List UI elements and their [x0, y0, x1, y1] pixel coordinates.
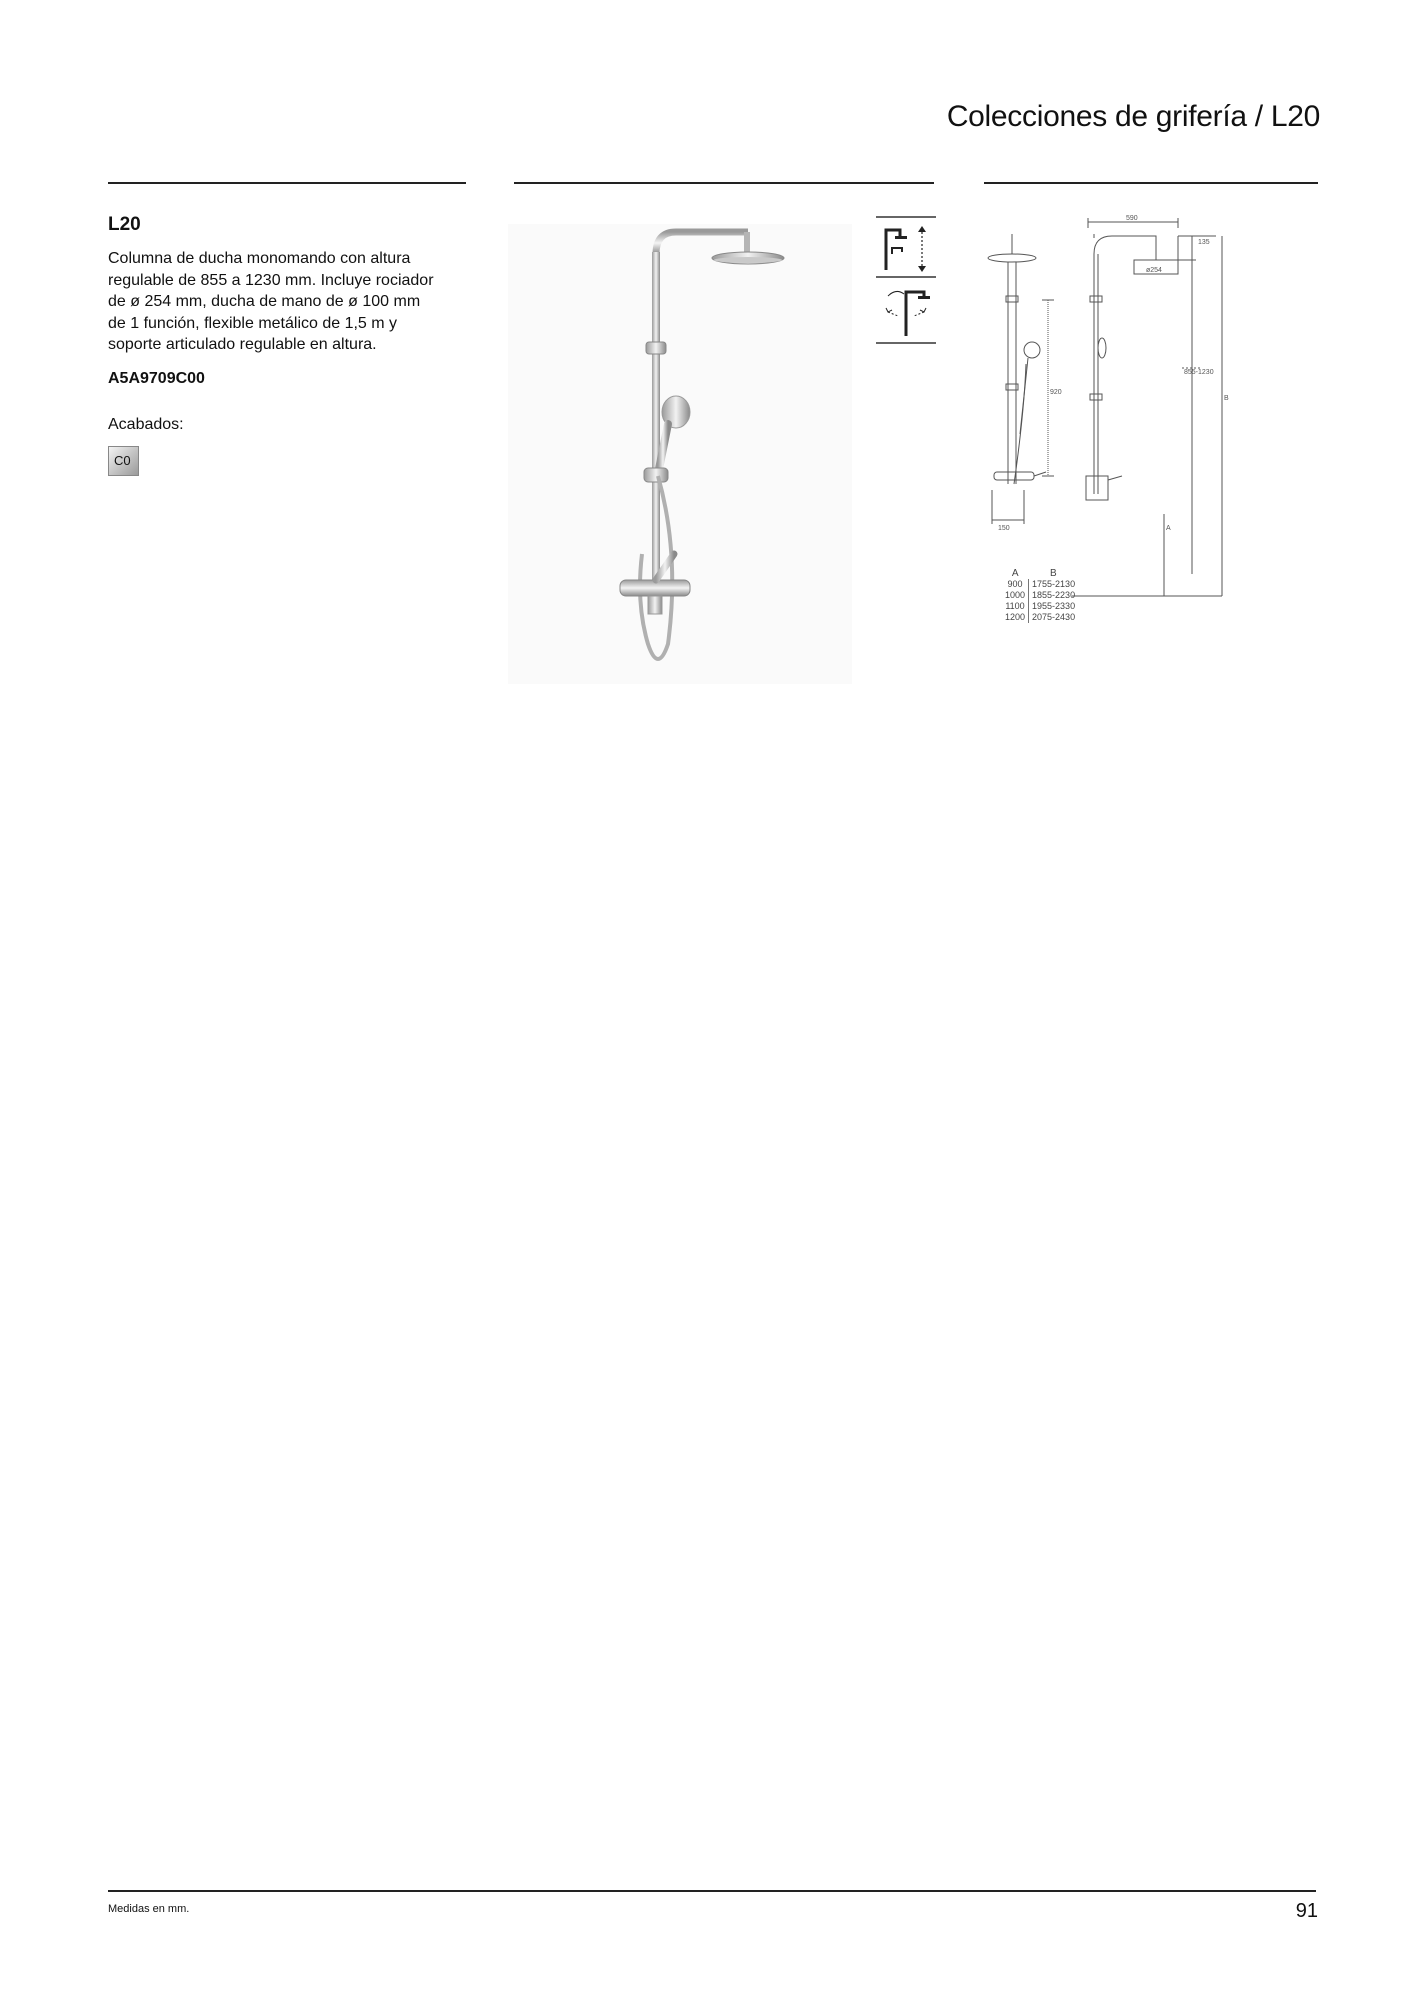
product-description — [108, 248, 468, 356]
page-title: Colecciones de grifería / L20 — [946, 100, 1320, 133]
table-cell: 2075-2430 — [1032, 612, 1076, 622]
dimension-table-header-b: B — [1049, 568, 1057, 579]
dim-a-label: A — [1166, 525, 1171, 532]
dimension-table-header-a: A — [1011, 568, 1019, 579]
dimension-table — [1002, 568, 1078, 623]
column-rule-middle — [514, 182, 934, 184]
finishes-label: Acabados: — [108, 416, 184, 433]
height-adjustable-icon — [876, 216, 936, 278]
table-row — [1002, 590, 1078, 601]
table-cell: 1955-2330 — [1032, 601, 1076, 611]
shower-column-photo — [508, 224, 852, 684]
swivel-shower-head-icon — [876, 282, 936, 344]
footer-note: Medidas en mm. — [108, 1903, 190, 1915]
footer-rule — [108, 1890, 1316, 1892]
dim-head-diameter: ø254 — [1146, 267, 1162, 274]
description-line: de 1 función, flexible metálico de 1,5 m y — [108, 314, 398, 332]
table-row — [1002, 579, 1078, 590]
description-line: de ø 254 mm, ducha de mano de ø 100 mm — [108, 293, 421, 310]
dim-b-label: B — [1224, 395, 1229, 402]
column-rule-right — [984, 182, 1318, 184]
description-line: soporte articulado regulable en altura. — [108, 336, 377, 353]
dim-rail: 920 — [1050, 389, 1062, 396]
table-cell: 1855-2230 — [1032, 590, 1076, 600]
dim-wall-offset: 150 — [998, 525, 1010, 532]
description-line: Columna de ducha monomando con altura — [108, 250, 411, 267]
table-row — [1002, 601, 1078, 612]
page-number: 91 — [1295, 1900, 1318, 1922]
table-cell: 1755-2130 — [1032, 579, 1076, 589]
dim-width-top: 590 — [1126, 215, 1138, 222]
dim-head-drop: 135 — [1198, 239, 1210, 246]
product-reference: A5A9709C00 — [108, 370, 205, 387]
finish-swatch-chrome: C0 — [108, 446, 139, 476]
product-name: L20 — [108, 214, 141, 235]
column-rule-left — [108, 182, 466, 184]
table-cell: 1200 — [1002, 612, 1029, 623]
table-cell: 1000 — [1002, 590, 1029, 601]
dim-height-range: 855-1230 — [1184, 369, 1214, 376]
table-cell: 1100 — [1002, 601, 1029, 612]
table-row — [1002, 612, 1078, 623]
table-cell: 900 — [1002, 579, 1029, 590]
description-line: regulable de 855 a 1230 mm. Incluye rociador — [108, 271, 434, 289]
